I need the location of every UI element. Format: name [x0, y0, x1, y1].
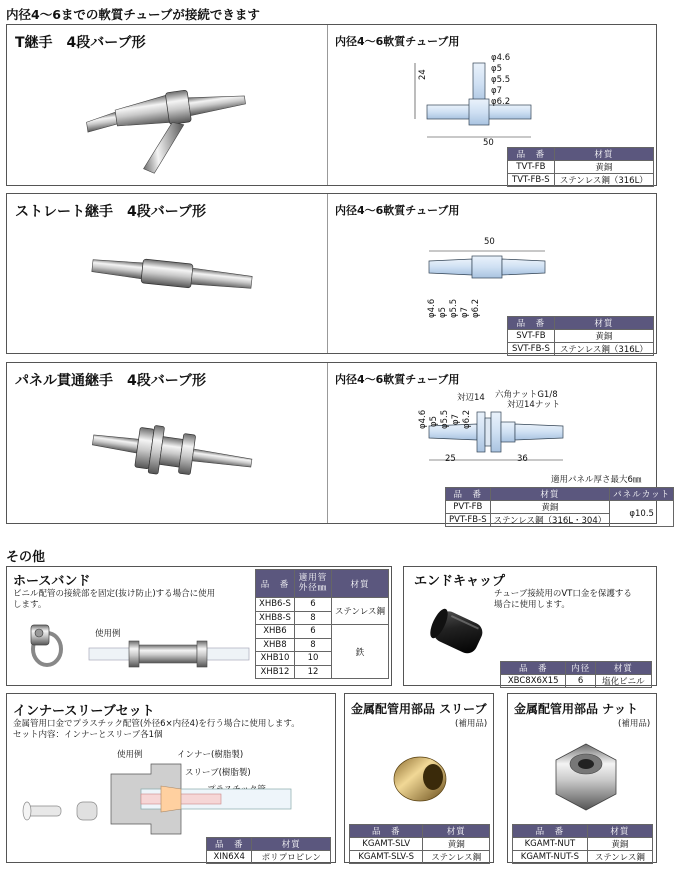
section-hose-band [6, 566, 392, 686]
dim-label: φ5 [491, 64, 503, 74]
section-title: インナースリーブセット [13, 704, 155, 719]
section-panel-fitting [6, 362, 671, 526]
hose-band-photo [17, 619, 77, 675]
description: ビニル配管の接続部を固定(抜け防止)する場合に使用 [13, 589, 216, 599]
dim-label: φ7 [491, 86, 503, 96]
dim-height: 24 [418, 69, 428, 80]
hose-band-usage [89, 639, 249, 669]
supply-note: (補用品) [455, 719, 488, 729]
page-heading: 内径4〜6までの軟質チューブが接続できます [6, 7, 260, 22]
section-straight-fitting [6, 193, 657, 354]
dim-label: φ4.6 [427, 298, 437, 318]
panel-fitting-photo [87, 418, 257, 488]
spec-table: 品 番 材質 パネルカット PVT-FB 黄銅 φ10.5 PVT-FB-S ステンレス鋼（316L・304） [445, 487, 674, 527]
dim-label: φ6.2 [471, 298, 481, 318]
label-sleeve: スリーブ(樹脂製) [185, 768, 251, 778]
brass-sleeve-photo [385, 744, 455, 814]
end-cap-photo [424, 605, 494, 665]
description: 場合に使用します。 [494, 600, 570, 610]
section-sleeve-part [344, 693, 494, 863]
section-t-fitting [6, 24, 657, 186]
spec-table: 品 番 内径 材質 XBC8X6X15 6 塩化ビニル [500, 661, 652, 688]
description: します。 [13, 600, 47, 610]
section-title: エンドキャップ [414, 574, 506, 589]
t-fitting-photo [77, 65, 257, 175]
dim-left: 25 [445, 454, 456, 464]
section-end-cap [403, 566, 657, 686]
dim-label: φ7 [451, 413, 461, 425]
dim-label: φ4.6 [491, 53, 511, 63]
description: チューブ接続用のVT口金を保護する [494, 589, 632, 599]
dim-label: φ5 [429, 415, 439, 427]
flats-nut-label: 対辺14ナット [507, 400, 561, 410]
dim-label: φ6.2 [462, 409, 472, 429]
dim-label: φ5.5 [491, 75, 511, 85]
dim-label: φ4.6 [418, 409, 428, 429]
section-title: T継手 4段バーブ形 [15, 35, 146, 51]
section-title: 金属配管用部品 ナット [514, 702, 638, 716]
dim-label: φ7 [460, 306, 470, 318]
dim-label: φ5 [438, 306, 448, 318]
section-subtitle: 内径4〜6軟質チューブ用 [335, 204, 460, 217]
spec-table: 品 番 材質 KGAMT-SLV 黄銅 KGAMT-SLV-S ステンレス鋼 [349, 824, 490, 864]
section-title: ホースバンド [13, 574, 91, 589]
dim-width: 50 [483, 138, 494, 148]
straight-fitting-drawing [427, 249, 552, 285]
dim-label: φ5.5 [449, 298, 459, 318]
nut-label: 六角ナットG1/8 [495, 390, 558, 400]
section-inner-sleeve [6, 693, 336, 863]
spec-table: 品 番 材質 XIN6X4 ポリプロピレン [206, 837, 331, 864]
dim-width: 50 [484, 237, 495, 247]
flats-label: 対辺14 [457, 393, 485, 403]
usage-label: 使用例 [95, 629, 121, 639]
spec-table: 品 番 材質 KGAMT-NUT 黄銅 KGAMT-NUT-S ステンレス鋼 [512, 824, 653, 864]
dim-label: φ6.2 [491, 97, 511, 107]
description: 金属管用口金でプラスチック配管(外径6×内径4)を行う場合に使用します。 [13, 719, 300, 729]
section-title: 金属配管用部品 スリーブ [351, 702, 487, 716]
spec-table: 品 番 材質 TVT-FB 黄銅 TVT-FB-S ステンレス鋼（316L） [507, 147, 654, 187]
section-nut-part [507, 693, 657, 863]
inner-sleeve-diagram [111, 764, 301, 834]
label-inner: インナー(樹脂製) [177, 750, 244, 760]
dim-label: φ5.5 [440, 409, 450, 429]
section-title: ストレート継手 4段バーブ形 [15, 204, 207, 220]
spec-table: 品 番 材質 SVT-FB 黄銅 SVT-FB-S ステンレス鋼（316L） [507, 316, 654, 356]
usage-label: 使用例 [117, 750, 143, 760]
description: セット内容：インナーとスリーブ各1個 [13, 730, 163, 740]
section-subtitle: 内径4〜6軟質チューブ用 [335, 373, 460, 386]
section-subtitle: 内径4〜6軟質チューブ用 [335, 35, 460, 48]
spec-table: 品 番 適用管外径㎜ 材質 XHB6-S 6 ステンレス鋼 XHB8-S 8 XHB6 6 鉄 XHB8 8 XHB10 10 XHB12 12 [255, 569, 389, 679]
nut-photo [548, 740, 624, 816]
t-fitting-drawing [427, 53, 537, 153]
other-heading: その他 [6, 550, 46, 565]
inner-sleeve-photo [21, 794, 111, 830]
straight-fitting-photo [87, 254, 257, 294]
panel-note: 適用パネル厚さ最大6㎜ [551, 475, 642, 485]
supply-note: (補用品) [618, 719, 651, 729]
section-title: パネル貫通継手 4段バーブ形 [15, 373, 207, 389]
dim-right: 36 [517, 454, 528, 464]
